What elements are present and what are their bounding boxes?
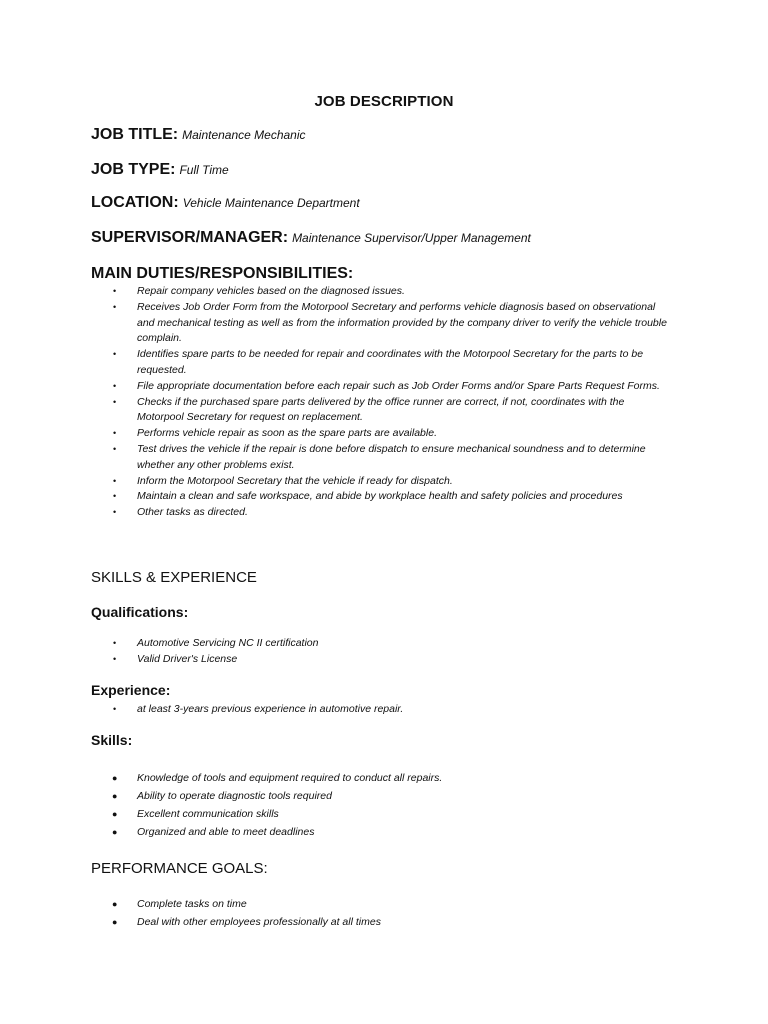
supervisor-label: SUPERVISOR/MANAGER: xyxy=(91,229,289,246)
performance-goals-heading: PERFORMANCE GOALS: xyxy=(91,860,268,877)
list-item: • at least 3-years previous experience in automotive repair. xyxy=(0,702,667,718)
list-item: • Receives Job Order Form from the Motorpool Secretary and performs vehicle diagnosis based on observational and mechanical testing as well as from the information provided by the company driver to verify the vehicle trouble complain. xyxy=(113,300,667,345)
list-item: ● Ability to operate diagnostic tools required xyxy=(0,787,667,805)
bullet-icon: • xyxy=(113,349,117,360)
list-item: ● Excellent communication skills xyxy=(0,805,667,823)
bullet-icon: • xyxy=(113,704,117,714)
list-item: • Identifies spare parts to be needed for repair and coordinates with the Motorpool Secretary for the parts to be requested. xyxy=(113,348,644,376)
job-title-label: JOB TITLE: xyxy=(91,126,179,143)
list-item: ● Deal with other employees professionally at all times xyxy=(0,913,667,931)
bullet-icon: ● xyxy=(112,917,118,927)
bullet-icon: ● xyxy=(112,827,118,837)
bullet-icon: ● xyxy=(112,791,118,801)
skills-experience-heading: SKILLS & EXPERIENCE xyxy=(91,569,257,586)
location-label: LOCATION: xyxy=(91,194,179,211)
bullet-icon: ● xyxy=(112,773,118,783)
qualifications-heading: Qualifications: xyxy=(91,604,189,620)
supervisor-value: Maintenance Supervisor/Upper Management xyxy=(292,231,531,245)
skills-list xyxy=(0,769,667,841)
performance-goals-list xyxy=(0,895,667,931)
job-type-label: JOB TYPE: xyxy=(91,161,176,178)
list-item: • Valid Driver's License xyxy=(0,652,667,668)
bullet-icon: • xyxy=(113,638,117,648)
list-item: ● Organized and able to meet deadlines xyxy=(0,823,667,841)
bullet-icon: • xyxy=(113,507,117,518)
list-item: • Repair company vehicles based on the diagnosed issues. xyxy=(0,284,667,300)
list-item: • Maintain a clean and safe workspace, and abide by workplace health and safety policies and procedures xyxy=(0,489,667,505)
list-item: • Automotive Servicing NC II certification xyxy=(0,636,667,652)
qualifications-list xyxy=(0,636,667,668)
bullet-icon: ● xyxy=(112,809,118,819)
bullet-icon: • xyxy=(113,443,117,454)
list-item: • Performs vehicle repair as soon as the spare parts are available. xyxy=(0,426,667,442)
list-item: • Inform the Motorpool Secretary that the vehicle if ready for dispatch. xyxy=(0,474,667,490)
list-item: ● Knowledge of tools and equipment required to conduct all repairs. xyxy=(0,769,667,787)
experience-heading: Experience: xyxy=(91,682,171,698)
duties-list xyxy=(0,284,667,521)
bullet-icon: • xyxy=(113,491,117,502)
job-title-value: Maintenance Mechanic xyxy=(182,128,306,142)
experience-list xyxy=(0,702,667,718)
bullet-icon: ● xyxy=(112,899,118,909)
list-item: • Test drives the vehicle if the repair is done before dispatch to ensure mechanical soundness and to determine whether any other problems exist. xyxy=(113,442,646,471)
list-item: • Checks if the purchased spare parts delivered by the office runner are correct, if not, coordinates with the Motorpool Secretary for request on replacement. xyxy=(113,395,625,424)
list-item: • Other tasks as directed. xyxy=(0,505,667,521)
bullet-icon: • xyxy=(113,380,117,391)
duties-heading: MAIN DUTIES/RESPONSIBILITIES: xyxy=(91,265,354,282)
bullet-icon: • xyxy=(113,286,117,296)
bullet-icon: • xyxy=(113,301,117,312)
list-item: ● Complete tasks on time xyxy=(0,895,667,913)
bullet-icon: • xyxy=(113,428,117,439)
bullet-icon: • xyxy=(113,396,117,407)
job-title-field xyxy=(91,126,306,144)
document-title: JOB DESCRIPTION xyxy=(314,93,454,110)
location-value: Vehicle Maintenance Department xyxy=(182,196,360,210)
skills-heading: Skills: xyxy=(91,732,133,748)
bullet-icon: • xyxy=(113,653,117,664)
bullet-icon: • xyxy=(113,475,117,486)
location-field xyxy=(91,194,360,212)
job-type-field xyxy=(91,161,229,179)
list-item: • File appropriate documentation before each repair such as Job Order Forms and/or Spare Parts Request Forms. xyxy=(0,379,667,395)
job-type-value: Full Time xyxy=(179,163,229,177)
supervisor-field xyxy=(91,229,531,247)
